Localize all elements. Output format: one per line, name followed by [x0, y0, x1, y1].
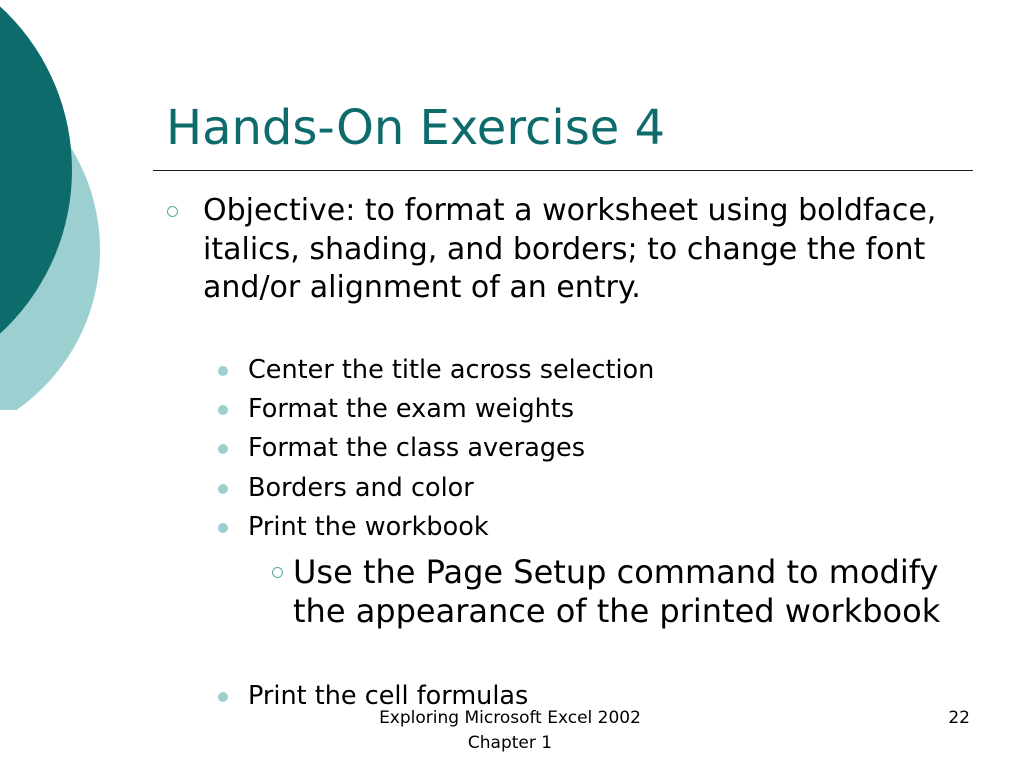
- dot-bullet-icon: [218, 523, 228, 533]
- decorative-circles-graphic: [0, 0, 110, 410]
- nested-item-page-setup: Use the Page Setup command to modify the appearance of the printed workbook: [293, 553, 941, 630]
- sub-item-format-averages: Format the class averages: [248, 433, 586, 463]
- slide-title: Hands-On Exercise 4: [166, 100, 666, 156]
- sub-item-center-title: Center the title across selection: [248, 355, 655, 385]
- sub-item-print-formulas: Print the cell formulas: [248, 681, 529, 711]
- footer-line-2: Chapter 1: [467, 733, 553, 753]
- objective-text: Objective: to format a worksheet using boldface, italics, shading, and borders; to change the font and/or alignment of an entry.: [203, 193, 937, 305]
- dot-bullet-icon: [218, 405, 228, 415]
- dot-bullet-icon: [218, 692, 228, 702]
- title-underline-rule: [153, 170, 973, 171]
- sub-item-print-workbook: Print the workbook: [248, 512, 489, 542]
- dot-bullet-icon: [218, 484, 228, 494]
- footer-text: [340, 706, 680, 756]
- ring-bullet-icon: [167, 206, 178, 217]
- sub-item-format-weights: Format the exam weights: [248, 394, 575, 424]
- dot-bullet-icon: [218, 366, 228, 376]
- sub-item-borders-color: Borders and color: [248, 473, 474, 503]
- slide-number: 22: [948, 708, 970, 728]
- ring-bullet-icon: [272, 567, 283, 578]
- dot-bullet-icon: [218, 444, 228, 454]
- footer-line-1: Exploring Microsoft Excel 2002: [379, 708, 641, 728]
